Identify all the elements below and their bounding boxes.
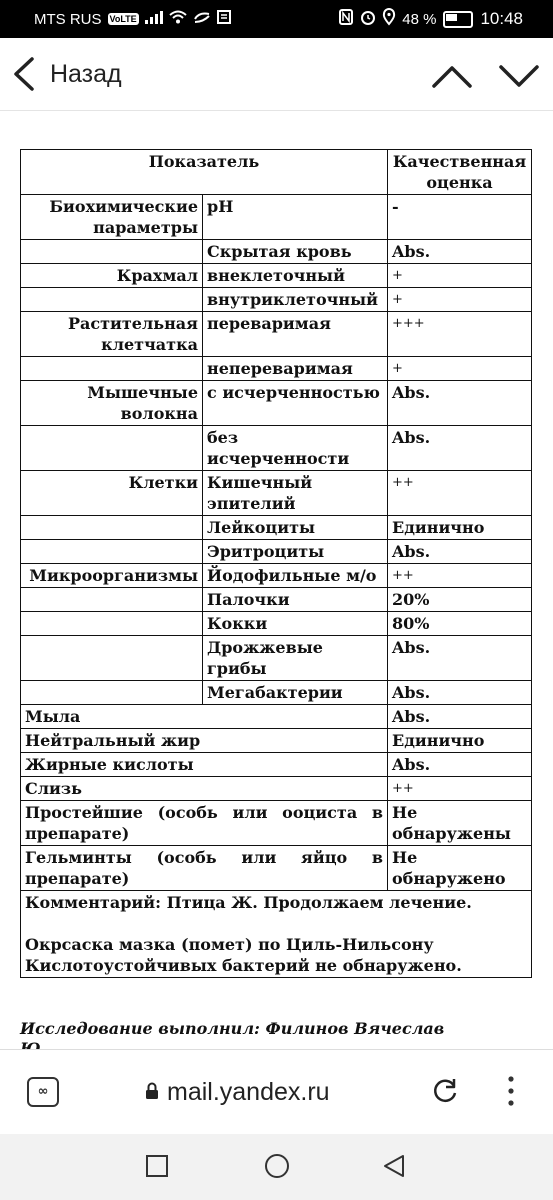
header-assessment: Качественная оценка [388,150,532,195]
table-row [21,357,532,381]
sync-icon [193,10,211,28]
status-left [34,10,231,28]
group-cell [21,540,203,564]
reload-icon[interactable] [430,1076,460,1106]
nfc-icon [339,9,353,29]
item-cell: Лейкоциты [203,516,388,540]
value-cell: +++ [388,312,532,357]
table-row [21,612,532,636]
status-right [339,9,523,29]
label-cell: Нейтральный жир [21,729,388,753]
value-cell: + [388,357,532,381]
group-cell [21,288,203,312]
browser-toolbar [0,1049,553,1135]
table-row [21,564,532,588]
value-cell: Abs. [388,426,532,471]
comment-text: Комментарий: Птица Ж. Продолжаем лечение. [25,893,472,912]
table-row [21,426,532,471]
value-cell: 80% [388,612,532,636]
header-indicator: Показатель [21,150,388,195]
comment-row [21,891,532,978]
item-cell: переваримая [203,312,388,357]
table-row [21,753,532,777]
item-cell: Йодофильные м/о [203,564,388,588]
item-cell: внутриклеточный [203,288,388,312]
item-cell: Палочки [203,588,388,612]
comment-cell [21,891,532,978]
battery-icon [443,11,473,28]
value-cell: Abs. [388,636,532,681]
url-text: mail.yandex.ru [167,1078,330,1106]
value-cell: Abs. [388,705,532,729]
table-row [21,540,532,564]
item-cell: Кишечный эпителий [203,471,388,516]
table-row [21,516,532,540]
performed-by-name: : Филинов Вячеслав [254,1019,445,1038]
battery-percent: 48 % [402,10,437,28]
status-bar [0,0,553,38]
comment-spacer [25,913,527,934]
value-cell: + [388,264,532,288]
back-button[interactable]: Назад [50,60,122,88]
table-row [21,636,532,681]
carrier-label: MTS RUS [34,10,102,28]
table-row [21,264,532,288]
item-cell: Дрожжевые грибы [203,636,388,681]
group-cell: Растительная клетчатка [21,312,203,357]
label-cell: Слизь [21,777,388,801]
item-cell: Скрытая кровь [203,240,388,264]
performed-by-line [20,1019,444,1038]
item-cell: Мегабактерии [203,681,388,705]
item-cell: внеклеточный [203,264,388,288]
item-cell: Кокки [203,612,388,636]
value-cell: Единично [388,516,532,540]
value-cell: + [388,288,532,312]
value-cell: ++ [388,564,532,588]
table-row [21,288,532,312]
group-cell [21,240,203,264]
table-row [21,195,532,240]
value-cell: 20% [388,588,532,612]
news-icon [217,10,231,28]
item-cell: с исчерченностью [203,381,388,426]
alarm-icon [360,9,376,29]
lock-icon [145,1082,159,1104]
more-menu-icon[interactable] [505,1074,517,1108]
table-row [21,801,532,846]
signal-icon [145,10,163,28]
table-row [21,846,532,891]
back-arrow-icon[interactable] [10,56,40,92]
report-table [20,149,532,978]
group-cell: Микроорганизмы [21,564,203,588]
value-cell: Abs. [388,681,532,705]
value-cell: ++ [388,471,532,516]
value-cell: Abs. [388,381,532,426]
group-cell [21,612,203,636]
recent-apps-square-icon[interactable] [145,1154,169,1182]
table-row [21,588,532,612]
label-cell: Жирные кислоты [21,753,388,777]
item-cell: непереваримая [203,357,388,381]
group-cell [21,357,203,381]
label-cell: Гельминты (особь или яйцо в препарате) [21,846,388,891]
group-cell: Клетки [21,471,203,516]
label-cell: Мыла [21,705,388,729]
group-cell [21,516,203,540]
performed-by-label: Исследование выполнил [20,1019,255,1038]
value-cell: Не обнаружены [388,801,532,846]
table-row [21,705,532,729]
value-cell: Abs. [388,540,532,564]
next-message-chevron-down-icon[interactable] [497,58,541,94]
address-bar[interactable] [145,1078,330,1107]
stain-text: Окрсаска мазка (помет) по Циль-Нильсону [25,935,434,954]
wifi-icon [169,10,187,28]
table-row [21,471,532,516]
table-header-row [21,150,532,195]
cut-off-text [20,1041,60,1049]
table-row [21,381,532,426]
group-cell [21,426,203,471]
value-cell: Единично [388,729,532,753]
system-nav-bar [0,1134,553,1200]
volte-badge: VoLTE [109,14,137,24]
location-icon [383,9,395,29]
table-row [21,681,532,705]
group-cell [21,681,203,705]
item-cell: без исчерченности [203,426,388,471]
table-row [21,240,532,264]
group-cell [21,636,203,681]
value-cell: ++ [388,777,532,801]
item-cell: Эритроциты [203,540,388,564]
home-circle-icon[interactable] [264,1153,290,1183]
previous-message-chevron-up-icon[interactable] [430,58,474,94]
group-cell: Крахмал [21,264,203,288]
label-cell: Простейшие (особь или ооциста в препарате) [21,801,388,846]
group-cell: Биохимические параметры [21,195,203,240]
group-cell [21,588,203,612]
table-row [21,777,532,801]
value-cell: Abs. [388,753,532,777]
group-cell: Мышечные волокна [21,381,203,426]
back-triangle-icon[interactable] [382,1154,406,1182]
result-text: Кислотоустойчивых бактерий не обнаружено. [25,956,462,975]
app-header [0,38,553,111]
table-row [21,729,532,753]
value-cell: Abs. [388,240,532,264]
value-cell: Не обнаружено [388,846,532,891]
item-cell: pH [203,195,388,240]
clock: 10:48 [480,9,523,28]
message-body[interactable] [0,111,553,1049]
value-cell: - [388,195,532,240]
table-row [21,312,532,357]
tabs-button[interactable]: ∞ [27,1077,59,1107]
